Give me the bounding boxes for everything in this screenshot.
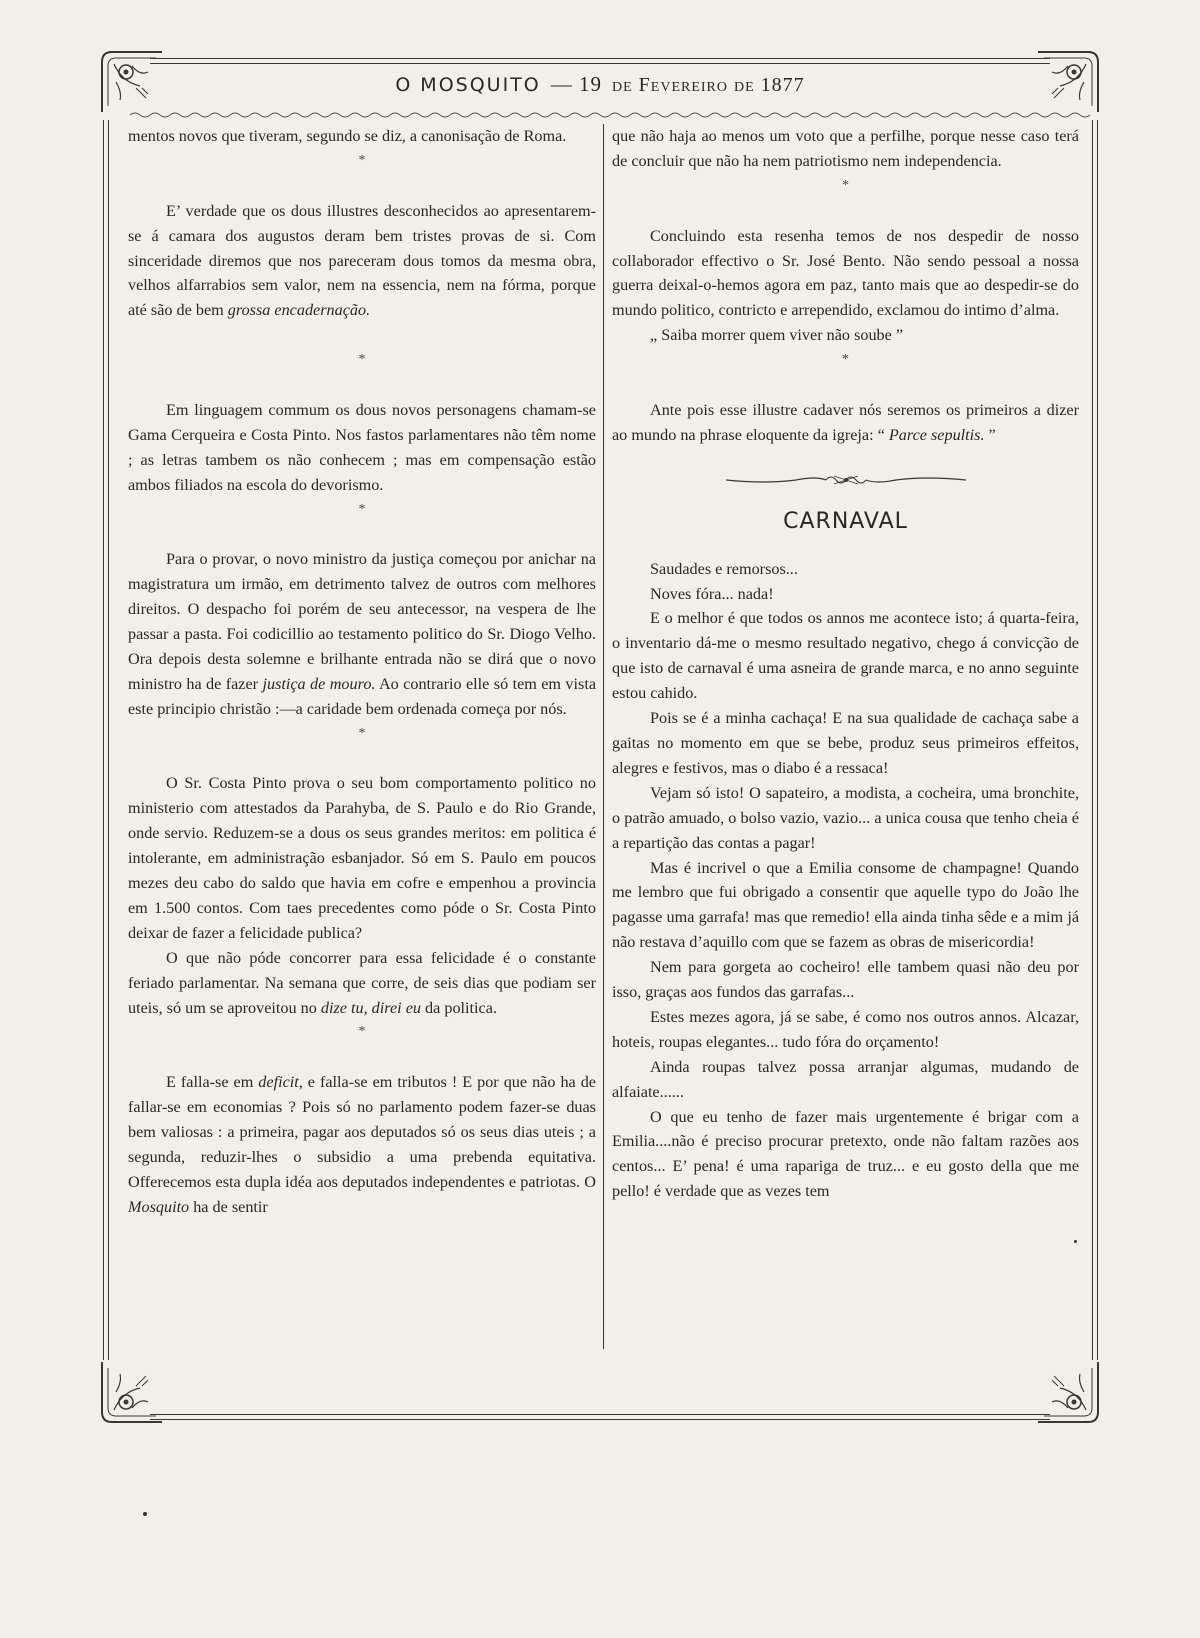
section-asterisk: * bbox=[358, 352, 366, 368]
paragraph-text: Para o provar, o novo ministro da justiça começou por anichar na magistratura um irmão, em detrimento talvez de outros com melhores direitos. O despacho foi porém de seu antecessor, na vespera de lhe passar a pasta. Foi codicillio ao testamento politico do Sr. Diogo Velho. Ora depois desta solemne e brilhante entrada não se dirá que o novo ministro ha de fazer bbox=[128, 550, 596, 693]
frame-left-line bbox=[103, 120, 104, 1360]
section-asterisk: * bbox=[358, 725, 366, 741]
paragraph: Nem para gorgeta ao cocheiro! elle tambem quasi não deu por isso, graças aos fundos das garrafas... bbox=[612, 958, 1079, 1002]
header-wavy-rule bbox=[130, 110, 1090, 120]
paragraph-text: Ao contrario elle só tem em vista este principio christão :—a caridade bem ordenada começa por nós. bbox=[128, 674, 596, 718]
paragraph bbox=[128, 547, 596, 721]
paragraph: Estes mezes agora, já se sabe, é como nos outros annos. Alcazar, hoteis, roupas elegantes... tudo fóra do orçamento! bbox=[612, 1007, 1079, 1051]
paragraph: E o melhor é que todos os annos me acontece isto; á quarta-feira, o inventario dá-me o mesmo resultado negativo, chego á convicção de que isto de carnaval é uma asneira de grande marca, e no anno seguinte estou cahido. bbox=[612, 609, 1079, 703]
frame-right-line-inner bbox=[1097, 120, 1098, 1360]
paragraph: O que eu tenho de fazer mais urgentemente é brigar com a Emilia....não é preciso procurar pretexto, onde não faltam razões aos centos... E’ pena! é uma rapariga de truz... e eu gosto della que me pello! é verdade que as vezes tem bbox=[612, 1107, 1079, 1201]
paragraph bbox=[128, 946, 596, 1021]
paragraph: O Sr. Costa Pinto prova o seu bom comportamento politico no ministerio com attestados da Parahyba, de S. Paulo e do Rio Grande, onde servio. Reduzem-se a dous os seus grandes meritos: em politica é intolerante, em administração esbanjador. Só em S. Paulo em poucos mezes deu cabo do saldo que havia em cofre e empenhou a provincia em 1.500 contos. Com taes precedentes como póde o Sr. Costa Pinto deixar de fazer a felicidade publica? bbox=[128, 774, 596, 942]
header-date: de Fevereiro de 1877 bbox=[612, 74, 805, 96]
paragraph-text: E’ verdade que os dous illustres desconhecidos ao apresentarem-se á camara dos augustos deram bem tristes provas de si. Com sinceridade diremos que nos pareceram dous tomos da mesma obra, velhos alfarrabios sem valor, nem na essencia, nem na fórma, porque até são de bem bbox=[128, 201, 596, 320]
paragraph: Mas é incrivel o que a Emilia consome de champagne! Quando me lembro que fui obrigado a consentir que aquelle typo do João lhe pagasse uma garrafa! mas que remedio! ella ainda tinha sêde e a mim já não restava d’aquillo com que se fazem as obras de misericordia! bbox=[612, 858, 1079, 952]
paragraph: Pois se é a minha cachaça! E na sua qualidade de cachaça sabe a gaitas no momento em que se bebe, produz seus primeiros effeitos, alegres e festivos, mas o diabo é a ressaca! bbox=[612, 709, 1079, 777]
paragraph bbox=[128, 1070, 596, 1219]
frame-bottom-line-inner bbox=[150, 1419, 1050, 1420]
paragraph: Vejam só isto! O sapateiro, a modista, a cocheira, uma bronchite, o patrão amuado, o bolso vazio, vazio... a unica cousa que tenho cheia é a repartição das contas a pagar! bbox=[612, 783, 1079, 852]
corner-ornament-bottom-right bbox=[1032, 1356, 1108, 1432]
frame-top-line bbox=[150, 58, 1050, 59]
italic-text: grossa encadernação. bbox=[227, 301, 371, 320]
paragraph-text: e falla-se em tributos ! E por que não ha de fallar-se em economias ? Pois só no parlamento podem fazer-se duas bem valiosas : a primeira, pagar aos deputados só os seus dias uteis ; a segunda, reduzir-lhes o subsidio a uma prebenda equitativa. Offerecemos esta dupla idéa aos deputados independentes e patriotas. O bbox=[128, 1073, 596, 1191]
corner-ornament-bottom-left bbox=[92, 1356, 168, 1432]
section-asterisk: * bbox=[842, 352, 849, 368]
page-header bbox=[160, 72, 1040, 112]
section-asterisk: * bbox=[842, 177, 849, 193]
column-divider bbox=[603, 124, 604, 1349]
paragraph: Noves fóra... nada! bbox=[650, 584, 774, 603]
section-asterisk: * bbox=[358, 152, 366, 168]
italic-text: Parce sepultis. bbox=[888, 425, 985, 444]
paragraph bbox=[128, 199, 596, 324]
corner-ornament-top-right bbox=[1032, 42, 1108, 118]
paragraph-text: da politica. bbox=[420, 998, 497, 1017]
paragraph-text: Ante pois esse illustre cadaver nós seremos os primeiros a dizer ao mundo na phrase eloquente da igreja: “ bbox=[612, 400, 1079, 444]
paper-speck bbox=[143, 1512, 147, 1516]
header-day: — 19 bbox=[550, 72, 602, 96]
paragraph: Concluindo esta resenha temos de nos despedir de nosso collaborador effectivo o Sr. José Bento. Não sendo pessoal a nossa guerra deixal-o-hemos agora em paz, tanto mais que ao despedir-se do mundo politico, contricto e arrependido, exclamou do intimo d’alma. bbox=[612, 226, 1079, 320]
masthead-title: O MOSQUITO bbox=[395, 74, 541, 96]
paragraph: Saudades e remorsos... bbox=[650, 559, 798, 578]
right-column bbox=[612, 124, 1079, 1344]
frame-bottom-line bbox=[150, 1414, 1050, 1415]
left-column bbox=[128, 124, 596, 1344]
paragraph: „ Saiba morrer quem viver não soube ” bbox=[650, 326, 904, 345]
corner-ornament-top-left bbox=[92, 42, 168, 118]
frame-right-line bbox=[1092, 120, 1093, 1360]
frame-left-line-inner bbox=[108, 120, 109, 1360]
paragraph-text: ha de sentir bbox=[189, 1197, 268, 1216]
italic-text: deficit, bbox=[258, 1073, 303, 1092]
paragraph: mentos novos que tiveram, segundo se diz, a canonisação de Roma. bbox=[128, 127, 567, 145]
italic-text: justiça de mouro. bbox=[262, 674, 376, 693]
paragraph: Em linguagem commum os dous novos personagens chamam-se Gama Cerqueira e Costa Pinto. Nos fastos parlamentares não têm nome ; as letras tambem os não conhecem ; mas em compensação estão ambos filiados na escola do devorismo. bbox=[128, 400, 596, 494]
paper-speck bbox=[1074, 1240, 1077, 1243]
paragraph: Ainda roupas talvez possa arranjar algumas, mudando de alfaiate...... bbox=[612, 1057, 1079, 1101]
section-asterisk: * bbox=[358, 501, 366, 517]
frame-top-line-inner bbox=[150, 63, 1050, 64]
section-asterisk: * bbox=[358, 1024, 366, 1040]
paragraph-text: E falla-se em bbox=[166, 1073, 259, 1092]
paragraph: que não haja ao menos um voto que a perfilhe, porque nesse caso terá de concluir que não ha nem patriotismo nem independencia. bbox=[612, 127, 1079, 170]
italic-text: dize tu, direi eu bbox=[320, 998, 421, 1017]
paragraph-text: ” bbox=[984, 425, 996, 444]
italic-text: Mosquito bbox=[128, 1197, 190, 1216]
paragraph-text: O que não póde concorrer para essa felicidade é o constante feriado parlamentar. Na semana que corre, de seis dias que podiam ser uteis, só um se aproveitou no bbox=[128, 948, 596, 1017]
section-title-carnaval: CARNAVAL bbox=[783, 508, 908, 534]
paragraph bbox=[612, 398, 1079, 448]
section-flourish-ornament bbox=[726, 472, 966, 488]
